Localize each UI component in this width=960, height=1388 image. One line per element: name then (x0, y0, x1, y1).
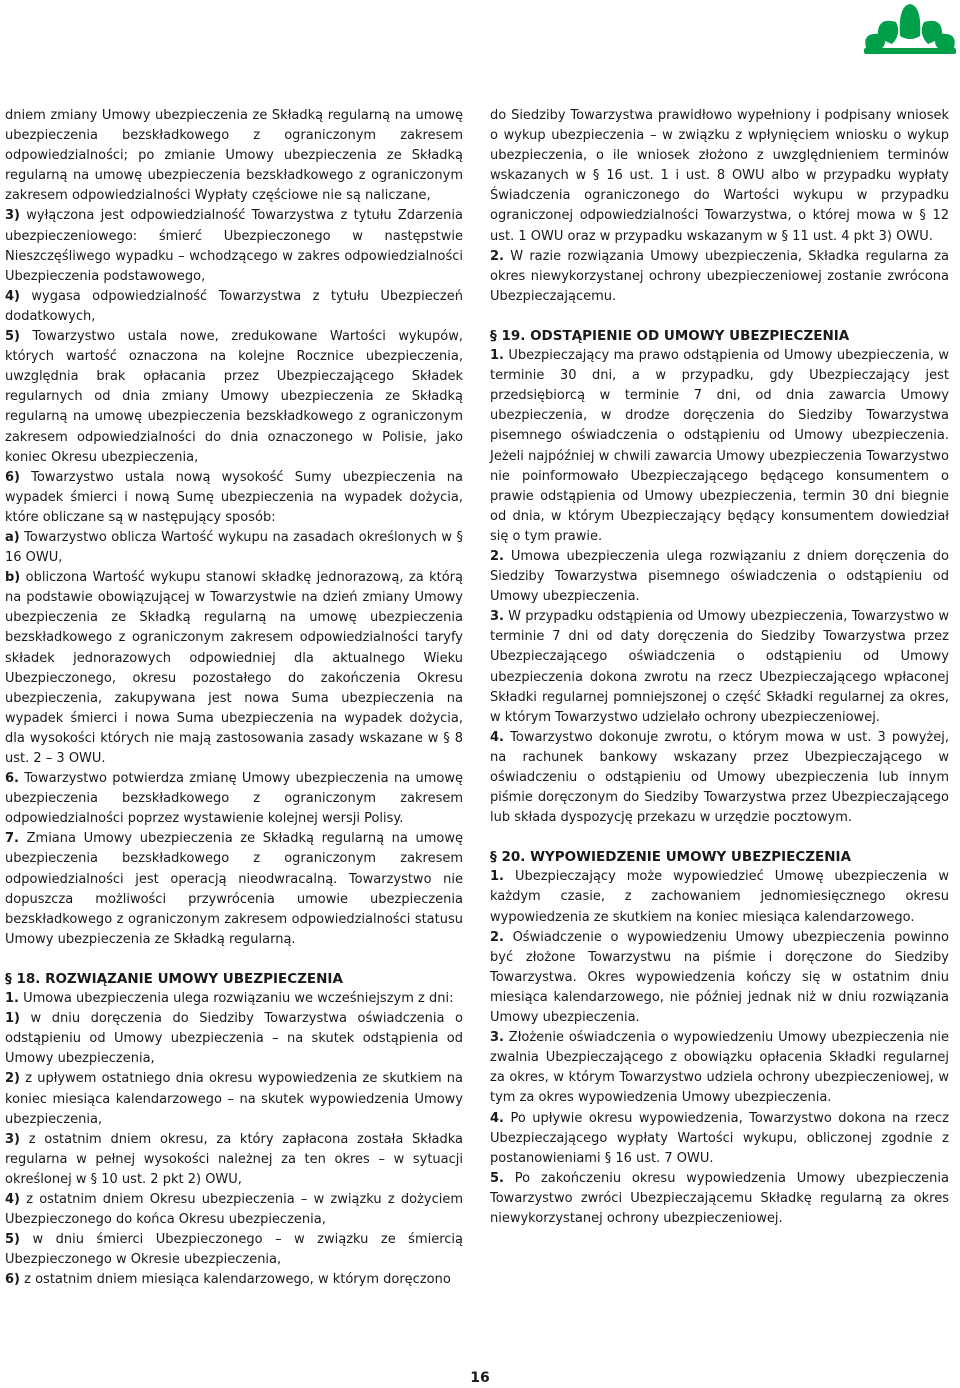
section-heading-19: § 19. ODSTĄPIENIE OD UMOWY UBEZPIECZENIA (490, 327, 850, 344)
list-item: 2. Oświadczenie o wypowiedzeniu Umowy ubezpieczenia powinno być złożone Towarzystwu na piśmie i doręczone do Siedziby Towarzystwa. Okres wypowiedzenia kończy się w ostatnim dniu miesiąca kalendarzowego, nie później jednak niż w dniu rozwiązania Umowy ubezpieczenia. (490, 929, 949, 1026)
list-item: 6. Towarzystwo potwierdza zmianę Umowy ubezpieczenia na umowę ubezpieczenia bezskładkowego z ograniczonym zakresem odpowiedzialności poprzez wystawienie kolejnej wersji Polisy. (5, 771, 463, 827)
list-item: 6) Towarzystwo ustala nową wysokość Sumy ubezpieczenia na wypadek śmierci i nową Sumę ubezpieczenia na wypadek dożycia, które obliczane są w następujący sposób: (5, 469, 463, 525)
list-item: 4) wygasa odpowiedzialność Towarzystwa z tytułu Ubezpieczeń dodatkowych, (5, 288, 463, 324)
list-item: 5. Po zakończeniu okresu wypowiedzenia Umowy ubezpieczenia Towarzystwo zwróci Ubezpieczającemu Składkę regularną za okres niewykorzystanej ochrony ubezpieczeniowej. (490, 1170, 949, 1226)
section-heading-20: § 20. WYPOWIEDZENIE UMOWY UBEZPIECZENIA (490, 849, 852, 866)
company-logo-icon (860, 2, 960, 58)
list-item: 4. Towarzystwo dokonuje zwrotu, o którym mowa w ust. 3 powyżej, na rachunek bankowy wskazany przez Ubezpieczającego w oświadczeniu o odstąpieniu od Umowy ubezpieczenia lub innym piśmie doręczonym do Siedziby Towarzystwa przez Ubezpieczającego lub składa dyspozycję przekazu w urzędzie pocztowym. (490, 729, 949, 826)
section-heading-18: § 18. ROZWIĄZANIE UMOWY UBEZPIECZENIA (5, 970, 343, 987)
list-item: 2. Umowa ubezpieczenia ulega rozwiązaniu z dniem doręczenia do Siedziby Towarzystwa pisemnego oświadczenia o odstąpieniu od Umowy ubezpieczenia. (490, 548, 949, 605)
list-item: 5) w dniu śmierci Ubezpieczonego – w związku ze śmiercią Ubezpieczonego w Okresie ubezpieczenia, (5, 1232, 463, 1268)
list-item: 3) z ostatnim dniem okresu, za który zapłacona została Składka regularna w pełnej wysokości należnej za ten okres – w sytuacji określonej w § 10 ust. 2 pkt 2) OWU, (5, 1131, 463, 1187)
list-item: b) obliczona Wartość wykupu stanowi składkę jednorazową, za którą na podstawie obowiązującej w Towarzystwie na dzień zmiany Umowy ubezpieczenia ze Składką regularną na umowę ubezpieczenia bezskładkowego z ograniczonym zakresem odpowiedzialności taryfy składek jednorazowych odpowiedniej dla aktualnego Wieku Ubezpieczonego, okresu pozostałego do zakończenia Okresu ubezpieczenia, zakupywana jest nowa Suma ubezpieczenia na wypadek śmierci i nowa Suma ubezpieczenia na wypadek dożycia, dla wysokości których nie mają zastosowania zasady wskazane w § 8 ust. 2 – 3 OWU. (5, 570, 463, 766)
list-item: 4) z ostatnim dniem Okresu ubezpieczenia – w związku z dożyciem Ubezpieczonego do końca Okresu ubezpieczenia, (5, 1191, 463, 1228)
page-number: 16 (470, 1370, 490, 1386)
list-item: 7. Zmiana Umowy ubezpieczenia ze Składką regularną na umowę ubezpieczenia bezskładkowego z ograniczonym zakresem odpowiedzialności jest operacją nieodwracalną. Towarzystwo nie dopuszcza możliwości przywrócenia umowie ubezpieczenia bezskładkowego z ograniczonym zakresem odpowiedzialności statusu Umowy ubezpieczenia ze Składką regularną. (5, 831, 463, 947)
list-item: 1. Ubezpieczający ma prawo odstąpienia od Umowy ubezpieczenia, w terminie 30 dni, a w przypadku, gdy Ubezpieczający jest przedsiębiorcą w terminie 7 dni, od dnia zawarcia Umowy ubezpieczenia, w drodze doręczenia do Siedziby Towarzystwa pisemnego oświadczenia o odstąpieniu od Umowy ubezpieczenia. Jeżeli najpóźniej w chwili zawarcia Umowy ubezpieczenia Towarzystwo nie poinformowało Ubezpieczającego będącego konsumentem o prawie odstąpienia od Umowy ubezpieczenia, termin 30 dni biegnie od dnia, w którym Ubezpieczający będący konsumentem dowiedział się o tym prawie. (490, 348, 949, 544)
list-item: 3) wyłączona jest odpowiedzialność Towarzystwa z tytułu Zdarzenia ubezpieczeniowego: śmierć Ubezpieczonego w następstwie Nieszczęśliwego wypadku – wchodzącego w zakres odpowiedzialności Ubezpieczenia podstawowego, (5, 208, 463, 284)
list-item: 3. Złożenie oświadczenia o wypowiedzeniu Umowy ubezpieczenia nie zwalnia Ubezpieczającego z obowiązku opłacenia Składki regularnej za okres, w którym Towarzystwo udziela ochrony ubezpieczeniowej, w tym za okres wypowiedzenia Umowy ubezpieczenia. (490, 1030, 949, 1106)
list-item: 1. Umowa ubezpieczenia ulega rozwiązaniu we wcześniejszym z dni: (5, 991, 454, 1007)
list-item: 1) w dniu doręczenia do Siedziby Towarzystwa oświadczenia o odstąpieniu od Umowy ubezpieczenia – na skutek odstąpienia od Umowy ubezpieczenia, (5, 1011, 463, 1067)
list-item: 1. Ubezpieczający może wypowiedzieć Umowę ubezpieczenia w każdym czasie, z zachowaniem jednomiesięcznego okresu wypowiedzenia ze skutkiem na koniec miesiąca kalendarzowego. (490, 869, 949, 925)
list-item: 5) Towarzystwo ustala nowe, zredukowane Wartości wykupów, których wartość oznaczona na kolejne Rocznice ubezpieczenia, uwzględnia brak opłacania przez Ubezpieczającego Składek regularnych od dnia zmiany Umowy ubezpieczenia ze Składką regularną na umowę ubezpieczenia bezskładkowego z ograniczonym zakresem odpowiedzialności do dnia oznaczonego w Polisie, jako koniec Okresu ubezpieczenia, (5, 329, 463, 465)
left-column (5, 106, 463, 1290)
list-item: 2. W razie rozwiązania Umowy ubezpieczenia, Składka regularna za okres niewykorzystanej ochrony ubezpieczeniowej zostanie zwrócona Ubezpieczającemu. (490, 248, 949, 304)
list-item: 2) z upływem ostatniego dnia okresu wypowiedzenia ze skutkiem na koniec miesiąca kalendarzowego – na skutek wypowiedzenia Umowy ubezpieczenia, (5, 1071, 463, 1127)
right-column (490, 106, 949, 1229)
paragraph: dniem zmiany Umowy ubezpieczenia ze Składką regularną na umowę ubezpieczenia bezskładkowego z ograniczonym zakresem odpowiedzialności; po zmianie Umowy ubezpieczenia ze Składką regularną na umowę ubezpieczenia bezskładkowego z ograniczonym zakresem odpowiedzialności Wypłaty częściowe nie są naliczane, (5, 108, 463, 204)
list-item: 4. Po upływie okresu wypowiedzenia, Towarzystwo dokona na rzecz Ubezpieczającego wypłaty Wartości wykupu, obliczonej zgodnie z postanowieniami § 16 ust. 7 OWU. (490, 1110, 949, 1166)
list-item: 3. W przypadku odstąpienia od Umowy ubezpieczenia, Towarzystwo w terminie 7 dni od daty doręczenia do Siedziby Towarzystwa przez Ubezpieczającego oświadczenia o odstąpieniu od Umowy ubezpieczenia dokona zwrotu na rzecz Ubezpieczającego wpłaconej Składki regularnej pomniejszonej o część Składki regularnej za okres, w którym Towarzystwo udzielało ochrony ubezpieczeniowej. (490, 609, 949, 725)
list-item: 6) z ostatnim dniem miesiąca kalendarzowego, w którym doręczono (5, 1272, 451, 1288)
list-item: a) Towarzystwo oblicza Wartość wykupu na zasadach określonych w § 16 OWU, (5, 529, 463, 566)
paragraph: do Siedziby Towarzystwa prawidłowo wypełniony i podpisany wniosek o wykup ubezpieczenia – w związku z wpłynięciem wniosku o wykup ubezpieczenia, o ile wniosek złożono z uwzględnieniem terminów wskazanych w § 16 ust. 1 i ust. 8 OWU albo w przypadku wypłaty Świadczenia ograniczonego do Wartości wykupu w przypadku ograniczonej odpowiedzialności Towarzystwa, o której mowa w § 12 ust. 1 OWU oraz w przypadku wskazanym w § 11 ust. 4 pkt 3) OWU. (490, 108, 949, 244)
